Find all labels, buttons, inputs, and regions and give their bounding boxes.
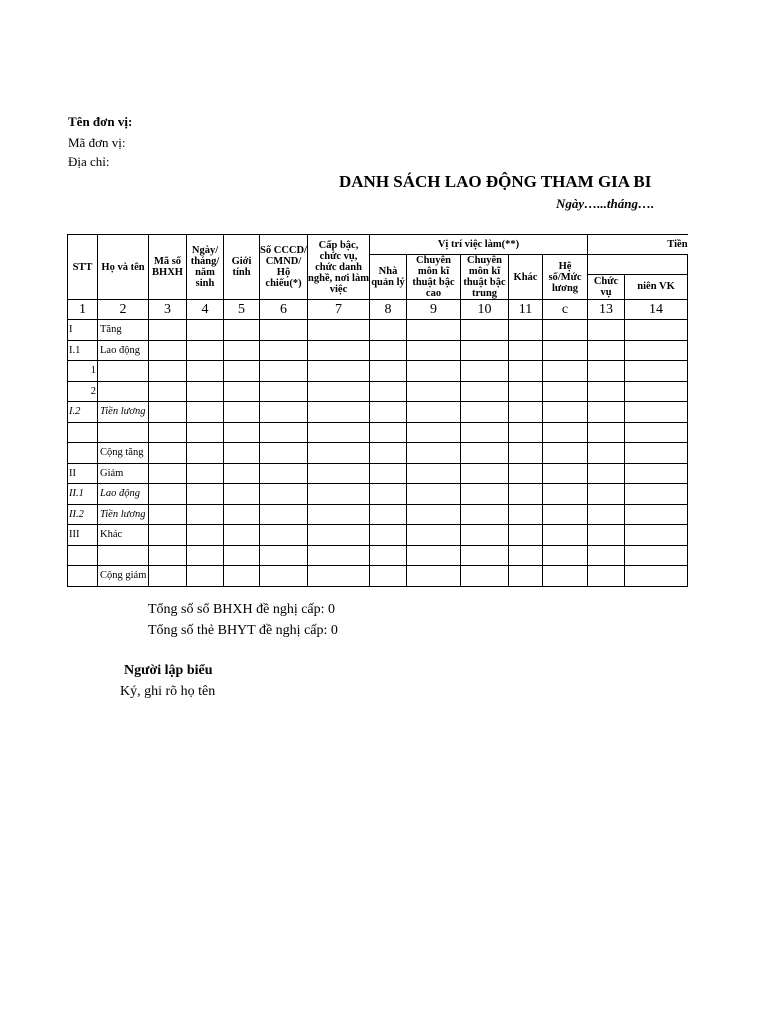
row-stt: I.2 [68,402,98,423]
col-header-dob: Ngày/ tháng/ năm sinh [187,235,224,300]
row-cell [625,545,688,566]
row-cell [308,463,370,484]
row-cell [543,422,588,443]
row-cell [543,484,588,505]
row-cell [588,443,625,464]
row-cell [509,525,543,546]
row-cell [509,381,543,402]
row-cell [224,525,260,546]
row-cell [308,504,370,525]
row-cell [588,545,625,566]
column-number: 9 [407,300,461,320]
row-cell [370,320,407,341]
row-cell [149,504,187,525]
row-cell [149,525,187,546]
row-cell [187,422,224,443]
table-row [68,484,688,505]
row-cell [407,443,461,464]
row-name: Lao động [98,340,149,361]
row-cell [187,381,224,402]
row-cell [588,463,625,484]
row-cell [308,443,370,464]
row-cell [461,320,509,341]
row-name [98,545,149,566]
row-cell [461,525,509,546]
row-cell [260,566,308,587]
row-cell [625,504,688,525]
row-cell [588,566,625,587]
row-cell [187,484,224,505]
row-cell [370,525,407,546]
row-stt: II.1 [68,484,98,505]
row-name [98,381,149,402]
row-cell [224,320,260,341]
row-cell [625,484,688,505]
table-row [68,422,688,443]
row-cell [224,463,260,484]
row-cell [149,320,187,341]
row-cell [260,361,308,382]
document-title: DANH SÁCH LAO ĐỘNG THAM GIA BI [339,172,652,191]
column-number: 2 [98,300,149,320]
row-cell [308,402,370,423]
col-header-salary-group: Tiền [588,235,688,255]
row-cell [543,320,588,341]
column-number: 8 [370,300,407,320]
row-cell [407,545,461,566]
row-cell [370,463,407,484]
row-cell [407,402,461,423]
row-cell [224,340,260,361]
row-cell [625,340,688,361]
column-number: 7 [308,300,370,320]
row-cell [224,484,260,505]
column-number: 13 [588,300,625,320]
row-cell [543,566,588,587]
row-cell [187,525,224,546]
row-cell [260,504,308,525]
row-cell [260,443,308,464]
row-cell [308,340,370,361]
row-cell [407,340,461,361]
row-cell [588,402,625,423]
row-cell [461,361,509,382]
col-header-name: Họ và tên [98,235,149,300]
column-number: 4 [187,300,224,320]
row-cell [149,566,187,587]
row-cell [308,545,370,566]
row-cell [509,422,543,443]
row-cell [370,340,407,361]
row-cell [308,320,370,341]
row-cell [149,463,187,484]
row-stt [68,443,98,464]
column-number: 11 [509,300,543,320]
row-cell [149,443,187,464]
row-cell [588,422,625,443]
preparer-note: Ký, ghi rõ họ tên [120,684,216,699]
row-name [98,422,149,443]
row-name [98,361,149,382]
row-cell [509,320,543,341]
row-cell [407,463,461,484]
row-stt: 2 [68,381,98,402]
column-number: 10 [461,300,509,320]
col-header-mid-tech: Chuyên môn kĩ thuật bậc trung [461,255,509,300]
row-cell [260,463,308,484]
row-cell [509,402,543,423]
row-cell [149,340,187,361]
row-cell [260,402,308,423]
row-cell [588,381,625,402]
row-cell [625,381,688,402]
row-cell [370,381,407,402]
row-name: Cộng tăng [98,443,149,464]
col-header-bhxh: Mã số BHXH [149,235,187,300]
row-cell [149,402,187,423]
column-number: 14 [625,300,688,320]
row-cell [224,402,260,423]
col-header-seniority: niên VK [625,274,688,299]
row-cell [308,484,370,505]
row-cell [308,566,370,587]
row-name: Tiền lương [98,504,149,525]
column-number: 6 [260,300,308,320]
row-cell [370,443,407,464]
row-cell [370,402,407,423]
col-header-gender: Giới tính [224,235,260,300]
row-cell [260,422,308,443]
col-header-other: Khác [509,255,543,300]
col-header-position: Chức vụ [588,274,625,299]
row-cell [224,422,260,443]
row-cell [588,320,625,341]
table-row [68,525,688,546]
column-number: 1 [68,300,98,320]
row-cell [149,545,187,566]
table-row [68,545,688,566]
row-stt [68,566,98,587]
row-cell [407,381,461,402]
row-cell [187,320,224,341]
col-header-id: Số CCCD/ CMND/ Hộ chiếu(*) [260,235,308,300]
row-cell [461,484,509,505]
row-cell [625,361,688,382]
row-cell [588,484,625,505]
row-cell [370,545,407,566]
row-cell [260,545,308,566]
row-cell [588,340,625,361]
row-cell [543,443,588,464]
table-row [68,566,688,587]
row-name: Cộng giảm [98,566,149,587]
row-cell [625,402,688,423]
row-cell [543,504,588,525]
row-cell [509,545,543,566]
row-cell [461,422,509,443]
row-cell [509,340,543,361]
row-cell [588,361,625,382]
preparer-title: Người lập biểu [124,663,213,678]
address-label: Địa chỉ: [68,154,110,169]
row-cell [461,566,509,587]
unit-code-label: Mã đơn vị: [68,135,126,150]
row-cell [370,504,407,525]
row-cell [308,525,370,546]
row-cell [625,422,688,443]
table-row [68,381,688,402]
row-cell [260,484,308,505]
row-cell [461,443,509,464]
row-name: Khác [98,525,149,546]
row-cell [625,566,688,587]
row-cell [187,443,224,464]
bhxh-total: Tổng số sổ BHXH đề nghị cấp: 0 [148,602,336,617]
row-cell [461,381,509,402]
row-stt: 1 [68,361,98,382]
row-cell [187,545,224,566]
column-number: 5 [224,300,260,320]
row-cell [149,484,187,505]
table-row [68,320,688,341]
row-cell [543,545,588,566]
row-cell [187,402,224,423]
row-cell [407,525,461,546]
row-cell [461,545,509,566]
row-cell [543,402,588,423]
row-cell [625,443,688,464]
row-cell [224,443,260,464]
column-number: c [543,300,588,320]
row-name: Tăng [98,320,149,341]
row-cell [461,402,509,423]
row-cell [509,504,543,525]
bhyt-total: Tổng số thẻ BHYT đề nghị cấp: 0 [148,623,338,638]
col-header-job-group: Vị trí việc làm(**) [370,235,588,255]
row-cell [509,463,543,484]
table-row [68,443,688,464]
column-number: 3 [149,300,187,320]
row-cell [509,443,543,464]
row-cell [407,320,461,341]
row-stt [68,422,98,443]
col-header-rank: Cấp bậc, chức vụ, chức danh nghề, nơi làm việc [308,235,370,300]
table-row [68,463,688,484]
row-cell [543,381,588,402]
row-cell [370,484,407,505]
row-cell [149,381,187,402]
row-cell [543,525,588,546]
row-cell [407,504,461,525]
row-cell [509,566,543,587]
row-cell [187,361,224,382]
row-cell [149,422,187,443]
row-cell [260,340,308,361]
row-cell [461,463,509,484]
row-cell [407,422,461,443]
row-cell [370,422,407,443]
row-cell [224,504,260,525]
row-cell [461,504,509,525]
table-row [68,504,688,525]
row-cell [588,504,625,525]
table-row [68,361,688,382]
row-cell [187,463,224,484]
row-cell [308,361,370,382]
row-cell [224,381,260,402]
row-cell [224,361,260,382]
labor-list-table [67,234,688,582]
row-cell [625,525,688,546]
table-row [68,402,688,423]
row-stt: I [68,320,98,341]
unit-name-label: Tên đơn vị: [68,114,133,129]
row-cell [260,320,308,341]
row-stt: III [68,525,98,546]
row-cell [370,566,407,587]
row-cell [308,381,370,402]
row-name: Tiền lương [98,402,149,423]
row-stt: I.1 [68,340,98,361]
row-cell [461,340,509,361]
col-header-manager: Nhà quản lý [370,255,407,300]
row-stt [68,545,98,566]
row-cell [509,361,543,382]
row-cell [224,545,260,566]
row-cell [308,422,370,443]
row-cell [187,504,224,525]
row-cell [149,361,187,382]
row-cell [588,525,625,546]
col-header-stt: STT [68,235,98,300]
table-body [68,320,688,587]
row-cell [625,463,688,484]
row-cell [543,340,588,361]
row-cell [407,484,461,505]
row-cell [187,566,224,587]
row-cell [543,361,588,382]
column-number-row [68,300,688,320]
row-cell [407,566,461,587]
row-cell [370,361,407,382]
row-cell [543,463,588,484]
row-cell [407,361,461,382]
col-header-high-tech: Chuyên môn kĩ thuật bậc cao [407,255,461,300]
table-row [68,340,688,361]
row-cell [625,320,688,341]
row-name: Giảm [98,463,149,484]
date-line: Ngày…...tháng…. [556,196,655,211]
row-cell [509,484,543,505]
row-stt: II.2 [68,504,98,525]
row-cell [260,381,308,402]
salary-subgroup-blank [588,255,688,275]
row-cell [187,340,224,361]
col-header-coef: Hệ số/Mức lương [543,255,588,300]
row-cell [260,525,308,546]
row-stt: II [68,463,98,484]
row-cell [224,566,260,587]
row-name: Lao động [98,484,149,505]
